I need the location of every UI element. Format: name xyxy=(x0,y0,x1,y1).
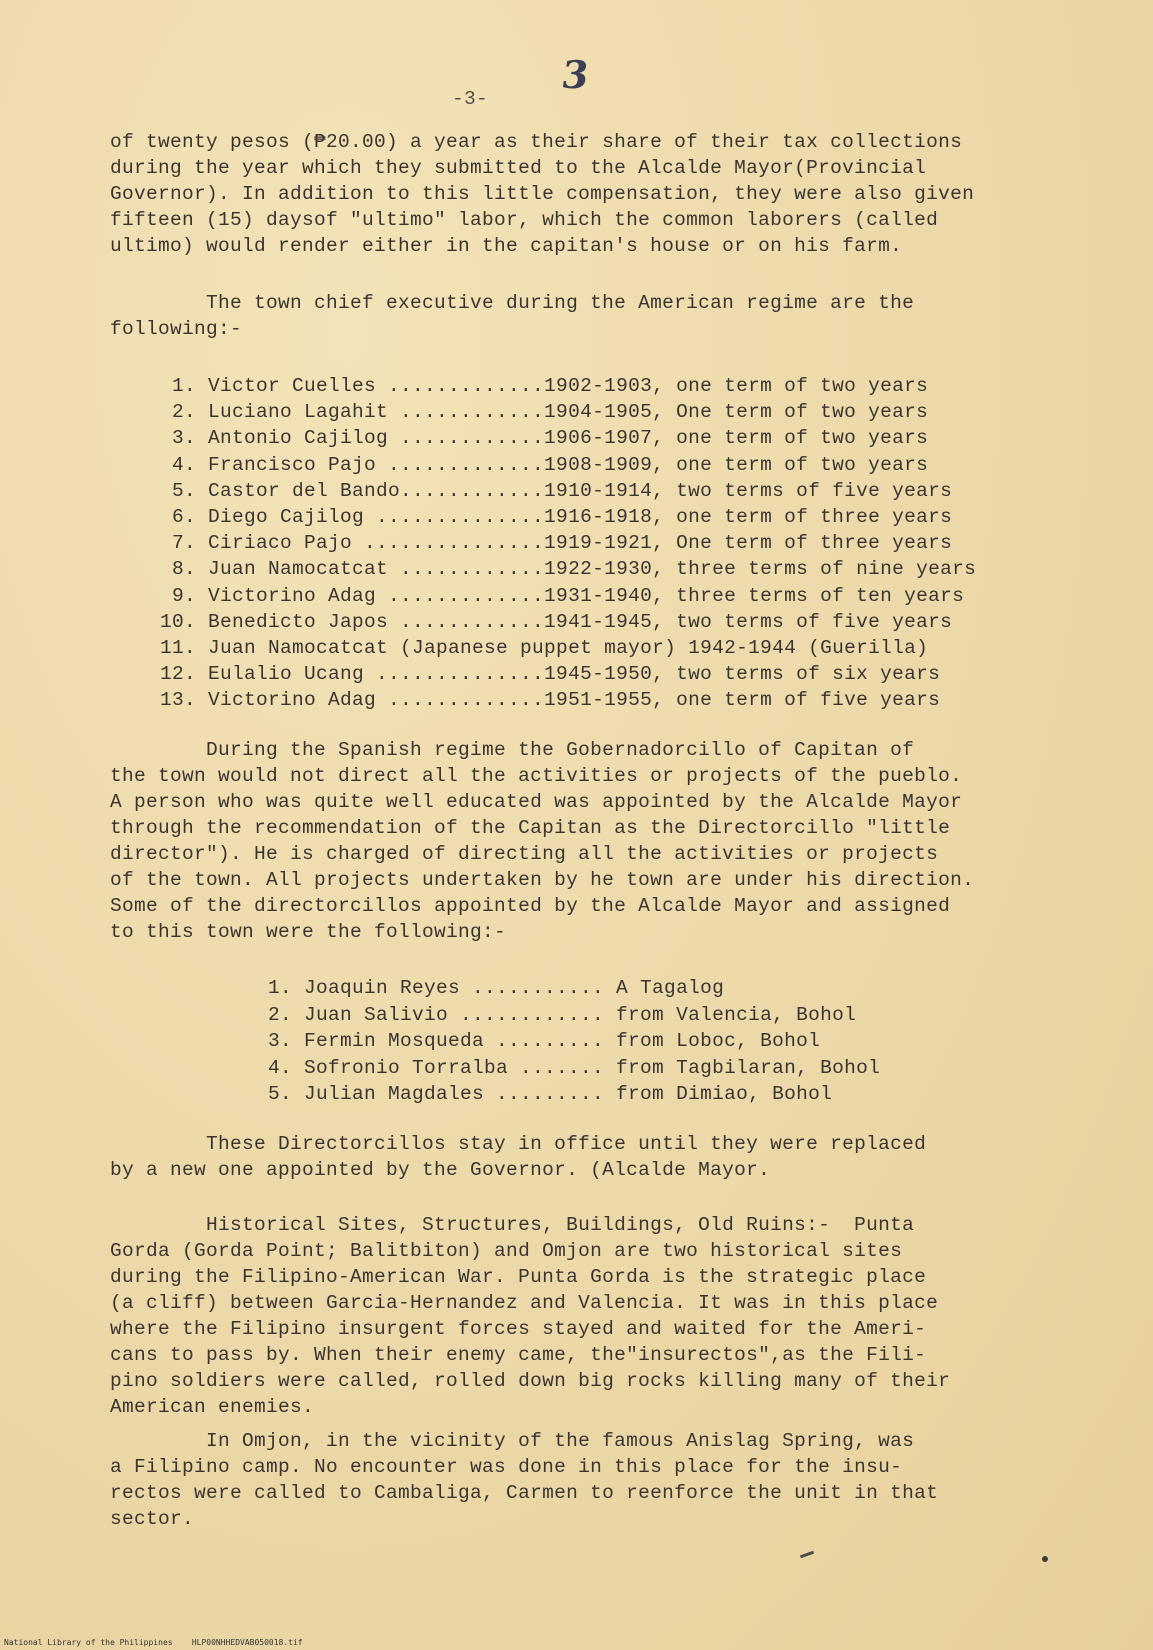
text-line: following:- xyxy=(110,318,243,340)
text-line: The town chief executive during the American regime are the xyxy=(110,292,915,314)
text-line: a Filipino camp. No encounter was done in this place for the insu- xyxy=(110,1456,903,1478)
text-line: A person who was quite well educated was appointed by the Alcalde Mayor xyxy=(110,791,963,813)
list-item: 11. Juan Namocatcat (Japanese puppet mayor) 1942-1944 (Guerilla) xyxy=(160,636,929,659)
handwritten-page-number: 3 xyxy=(558,52,592,97)
ink-mark xyxy=(800,1551,814,1559)
text-line: American enemies. xyxy=(110,1396,315,1418)
text-line: through the recommendation of the Capitan as the Directorcillo "little xyxy=(110,817,951,839)
paragraph-directorcillo-term xyxy=(110,1131,1050,1183)
text-line: Some of the directorcillos appointed by the Alcalde Mayor and assigned xyxy=(110,895,951,917)
list-item: 3. Fermin Mosqueda ......... from Loboc, Bohol xyxy=(268,1030,821,1052)
list-item: 1. Victor Cuelles .............1902-1903, one term of two years xyxy=(160,375,929,397)
text-line: of the town. All projects undertaken by he town are under his direction. xyxy=(110,869,975,891)
list-item: 4. Sofronio Torralba ....... from Tagbilaran, Bohol xyxy=(268,1056,881,1079)
paragraph-directorcillo xyxy=(110,737,1050,945)
text-line: by a new one appointed by the Governor. (Alcalde Mayor. xyxy=(110,1159,771,1181)
list-item: 1. Joaquin Reyes ........... A Tagalog xyxy=(268,977,725,999)
text-line: Gorda (Gorda Point; Balitbiton) and Omjon are two historical sites xyxy=(110,1240,903,1262)
text-line: Governor). In addition to this little compensation, they were also given xyxy=(110,183,975,205)
paragraph-historical-sites xyxy=(110,1212,1050,1420)
text-line: In Omjon, in the vicinity of the famous Anislag Spring, was xyxy=(110,1430,915,1452)
executives-list xyxy=(160,373,1040,713)
paragraph-executives-intro xyxy=(110,290,1050,342)
text-line: the town would not direct all the activities or projects of the pueblo. xyxy=(110,765,963,787)
text-line: during the year which they submitted to the Alcalde Mayor(Provincial xyxy=(110,157,927,179)
list-item: 8. Juan Namocatcat ............1922-1930, three terms of nine years xyxy=(160,558,977,581)
list-item: 2. Juan Salivio ............ from Valencia, Bohol xyxy=(268,1003,857,1026)
text-line: during the Filipino-American War. Punta Gorda is the strategic place xyxy=(110,1266,927,1288)
directorcillos-list xyxy=(268,975,968,1108)
text-line: where the Filipino insurgent forces stayed and waited for the Ameri- xyxy=(110,1318,927,1340)
list-item: 9. Victorino Adag .............1931-1940, three terms of ten years xyxy=(160,584,965,607)
list-item: 7. Ciriaco Pajo ...............1919-1921, One term of three years xyxy=(160,532,953,555)
list-item: 2. Luciano Lagahit ............1904-1905, One term of two years xyxy=(160,401,929,424)
text-line: sector. xyxy=(110,1508,195,1530)
list-item: 10. Benedicto Japos ............1941-1945, two terms of five years xyxy=(160,610,953,633)
list-item: 5. Julian Magdales ......... from Dimiao, Bohol xyxy=(268,1083,833,1105)
page-number: -3- xyxy=(452,88,489,110)
paragraph-omjon xyxy=(110,1428,1050,1532)
text-line: fifteen (15) daysof "ultimo" labor, which the common laborers (called xyxy=(110,209,939,231)
text-line: During the Spanish regime the Gobernadorcillo of Capitan of xyxy=(110,739,915,761)
text-line: director"). He is charged of directing all the activities or projects xyxy=(110,843,939,865)
paragraph-compensation xyxy=(110,129,1050,259)
text-line: pino soldiers were called, rolled down big rocks killing many of their xyxy=(110,1370,951,1392)
text-line: to this town were the following:- xyxy=(110,921,507,943)
text-line: ultimo) would render either in the capitan's house or on his farm. xyxy=(110,235,903,257)
text-line: cans to pass by. When their enemy came, the"insurectos",as the Fili- xyxy=(110,1344,927,1366)
list-item: 13. Victorino Adag .............1951-1955, one term of five years xyxy=(160,689,941,712)
scan-footer: National Library of the Philippines HLP00NHHEDVAB050018.tif xyxy=(4,1638,303,1647)
list-item: 5. Castor del Bando............1910-1914, two terms of five years xyxy=(160,479,953,502)
list-item: 6. Diego Cajilog ..............1916-1918, one term of three years xyxy=(160,505,953,528)
text-line: rectos were called to Cambaliga, Carmen to reenforce the unit in that xyxy=(110,1482,939,1504)
list-item: 3. Antonio Cajilog ............1906-1907, one term of two years xyxy=(160,427,929,450)
text-line: Historical Sites, Structures, Buildings, Old Ruins:- Punta xyxy=(110,1214,915,1236)
text-line: (a cliff) between Garcia-Hernandez and Valencia. It was in this place xyxy=(110,1292,939,1314)
list-item: 4. Francisco Pajo .............1908-1909, one term of two years xyxy=(160,453,929,476)
text-line: These Directorcillos stay in office until they were replaced xyxy=(110,1133,927,1155)
ink-dot xyxy=(1042,1556,1048,1562)
text-line: of twenty pesos (₱20.00) a year as their share of their tax collections xyxy=(110,131,963,153)
list-item: 12. Eulalio Ucang ..............1945-1950, two terms of six years xyxy=(160,663,941,686)
